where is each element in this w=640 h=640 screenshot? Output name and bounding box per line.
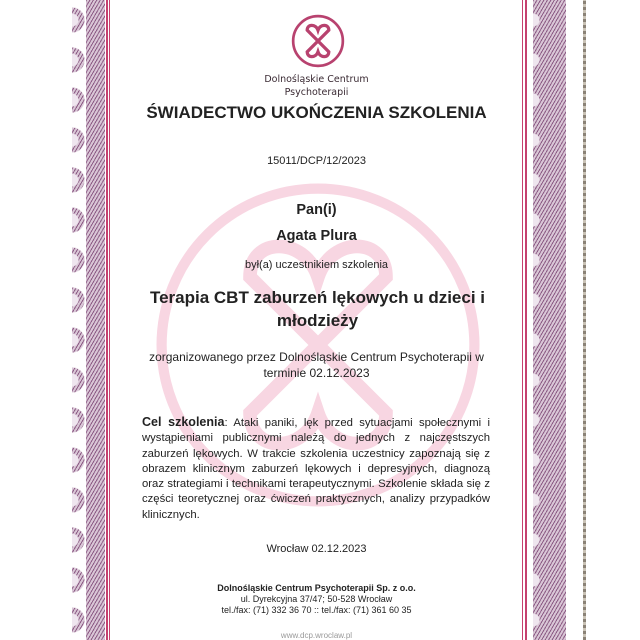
organizer-line2: terminie 02.12.2023 xyxy=(263,366,370,380)
place-date: Wrocław 02.12.2023 xyxy=(266,543,367,555)
footer-website: www.dcp.wroclaw.pl xyxy=(280,631,353,640)
organizer-line1: zorganizowanego przez Dolnośląskie Centrum Psychoterapii w xyxy=(149,350,484,364)
border-line xyxy=(109,0,110,640)
organizer-text xyxy=(111,349,522,381)
border-line xyxy=(106,0,108,640)
logo-text xyxy=(111,73,522,99)
goal-text: : Ataki paniki, lęk przed sytuacjami społecznymi i wystąpieniami publicznymi należą do jednych z najczęstszych zaburzeń lękowych. W trakcie szkolenia uczestnicy zapoznają się z obrazem klinicznym zaburzeń lękowych i depresyjnych, diagnozą oraz strategiami i technikami terapeutycznymi. Szkolenie składa się z części teoretycznej oraz ćwiczeń praktycznych, analizy przypadków klinicznych. xyxy=(142,417,491,521)
footer xyxy=(111,583,522,616)
certificate-number: 15011/DCP/12/2023 xyxy=(267,155,366,167)
ornamental-border-right xyxy=(533,0,566,640)
logo-name-line1: Dolnośląskie Centrum xyxy=(264,74,369,85)
border-line xyxy=(525,0,527,640)
logo-icon xyxy=(291,14,345,68)
border-scallop xyxy=(72,0,86,640)
salutation: Pan(i) xyxy=(296,202,337,218)
footer-address: ul. Dyrekcyjna 37/47; 50-528 Wrocław xyxy=(240,594,393,604)
footer-phones: tel./fax: (71) 332 36 70 :: tel./fax: (71) 361 60 35 xyxy=(221,605,412,615)
logo-name-line2: Psychoterapii xyxy=(284,87,349,98)
footer-company: Dolnośląskie Centrum Psychoterapii Sp. z o.o. xyxy=(217,583,416,593)
border-line xyxy=(522,0,523,640)
recipient-name: Agata Plura xyxy=(276,228,357,244)
training-goal xyxy=(142,415,490,523)
course-title: Terapia CBT zaburzeń lękowych u dzieci i młodzieży xyxy=(149,288,486,330)
paper-edge xyxy=(583,0,586,640)
participant-text: był(a) uczestnikiem szkolenia xyxy=(244,259,389,271)
goal-label: Cel szkolenia xyxy=(142,415,225,429)
page-title: ŚWIADECTWO UKOŃCZENIA SZKOLENIA xyxy=(146,103,487,122)
